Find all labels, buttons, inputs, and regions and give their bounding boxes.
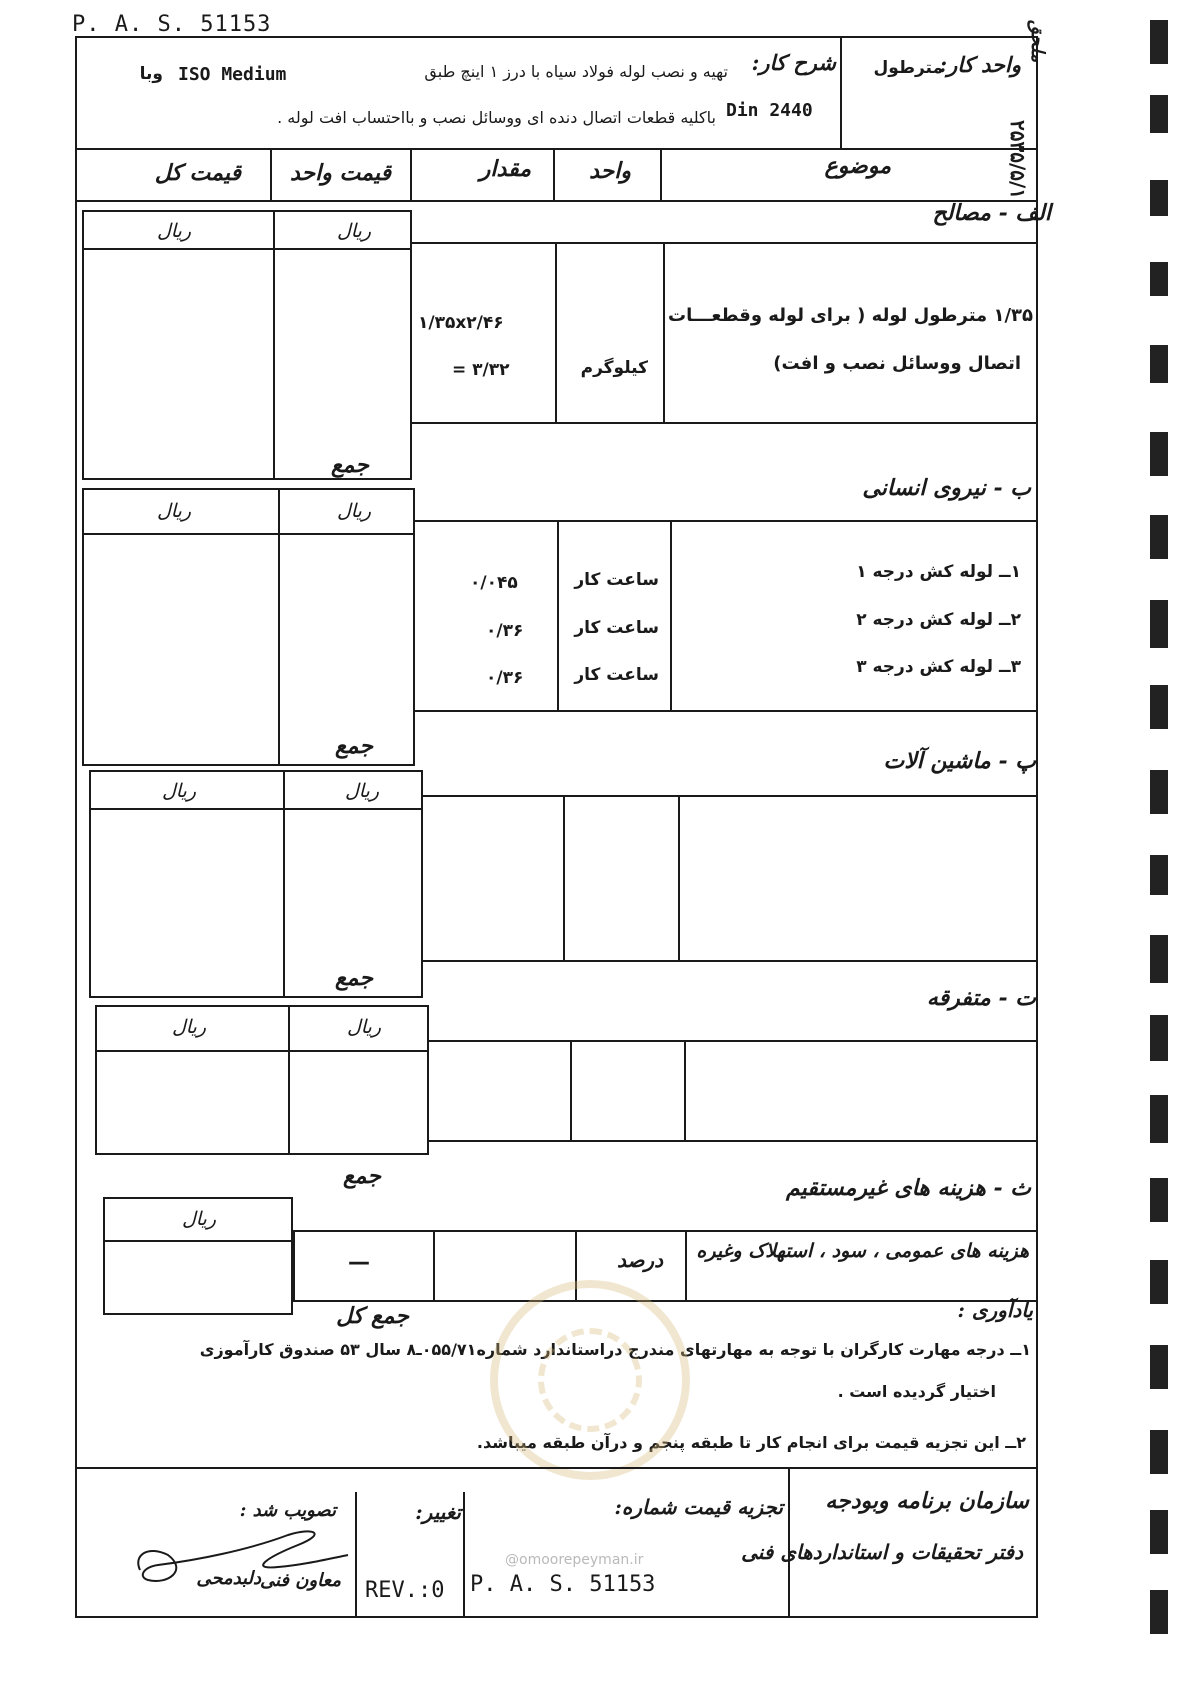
description-line-1: تهیه و نصب لوله فولاد سیاه با درز ۱ اینچ طبق (424, 62, 728, 81)
section-b-title: ب - نیروی انسانی (862, 475, 1031, 501)
section-b-item-3-unit: ساعت کار (574, 665, 659, 685)
section-b-item-3-label: ۳ــ لوله کش درجه ۳ (856, 657, 1021, 677)
section-t-sum-label: جمع (342, 1163, 381, 1189)
approved-label: تصویب شد : (239, 1500, 336, 1521)
org-line-2: دفتر تحقیقات و استانداردهای فنی (741, 1540, 1023, 1564)
binder-mark (1150, 770, 1168, 814)
column-subject: موضوع (824, 153, 891, 179)
section-b-rial-unit: ریال (336, 500, 371, 522)
note-2: ۲ــ این تجزیه قیمت برای انجام کار تا طبقه پنجم و درآن طبقه میباشد. (476, 1433, 1026, 1452)
binder-mark (1150, 262, 1168, 296)
binder-mark (1150, 855, 1168, 895)
grand-total-label: جمع کل (336, 1303, 409, 1329)
binder-mark (1150, 1510, 1168, 1554)
section-sh-unit: درصد (616, 1248, 663, 1272)
document-code-top: P. A. S. 51153 (72, 12, 272, 37)
org-line-1: سازمان برنامه وبودجه (825, 1488, 1029, 1514)
section-b-item-2-unit: ساعت کار (574, 618, 659, 638)
binder-mark (1150, 685, 1168, 729)
section-sh-rial: ریال (181, 1208, 216, 1230)
change-label: تغییر: (415, 1500, 461, 1524)
section-b-rial-total: ریال (156, 500, 191, 522)
description-and: وبا (139, 64, 163, 84)
section-t-title: ت - متفرقه (926, 985, 1036, 1011)
section-a-sum-label: جمع (330, 452, 369, 478)
unit-value: مترطول (873, 58, 943, 78)
column-unit: واحد (589, 158, 631, 184)
binder-mark (1150, 20, 1168, 64)
binder-mark (1150, 1178, 1168, 1222)
section-sh-title: ث - هزینه های غیرمستقیم (785, 1175, 1031, 1201)
section-b-price-box (82, 488, 415, 766)
binder-mark (1150, 1345, 1168, 1389)
section-a-title: الف - مصالح (932, 200, 1051, 226)
column-total-price: قیمت کل (154, 160, 241, 186)
section-a-rial-unit: ریال (336, 220, 371, 242)
column-quantity: مقدار (479, 156, 531, 182)
section-p-title: پ - ماشین آلات (883, 748, 1036, 774)
section-a-quantity-line-1: ۱/۳۵x۲/۴۶ (418, 313, 504, 333)
binder-mark (1150, 515, 1168, 559)
description-din: Din 2440 (726, 100, 813, 121)
section-sh-item: هزینه های عمومی ، سود ، استهلاک وغیره (696, 1240, 1029, 1262)
binder-mark (1150, 1260, 1168, 1304)
section-a-quantity-line-2: = ۳/۳۲ (452, 360, 510, 380)
revision: REV.:0 (365, 1578, 445, 1603)
description-spec: ISO Medium (178, 64, 287, 85)
section-p-rial-unit: ریال (344, 780, 379, 802)
signature (128, 1515, 358, 1595)
section-t-rial-unit: ریال (346, 1016, 381, 1038)
description-line-2: باکلیه قطعات اتصال دنده ای ووسائل نصب و بااحتساب افت لوله . (277, 108, 716, 127)
analysis-number-label: تجزیه قیمت شماره: (614, 1495, 783, 1519)
section-a-rial-total: ریال (156, 220, 191, 242)
section-p-price-box (89, 770, 423, 998)
section-b-item-3-quantity: ۰/۳۶ (486, 668, 524, 688)
watermark-seal (490, 1280, 690, 1480)
binder-mark (1150, 1015, 1168, 1061)
section-b-item-1-quantity: ۰/۰۴۵ (470, 573, 518, 593)
description-label: شرح کار: (751, 50, 836, 75)
section-b-item-2-label: ۲ــ لوله کش درجه ۲ (856, 610, 1021, 630)
deputy-name: دلبدمحی (196, 1568, 261, 1589)
side-label: ملحق (1027, 20, 1048, 63)
section-b-item-1-unit: ساعت کار (574, 570, 659, 590)
analysis-number: P. A. S. 51153 (470, 1572, 656, 1597)
binder-mark (1150, 180, 1168, 216)
notes-title: یادآوری : (957, 1298, 1033, 1322)
section-b-item-2-quantity: ۰/۳۶ (486, 621, 524, 641)
binder-mark (1150, 1590, 1168, 1634)
section-a-price-box (82, 210, 412, 480)
section-b-item-1-label: ۱ــ لوله کش درجه ۱ (856, 562, 1021, 582)
section-a-unit: کیلوگرم (580, 358, 648, 378)
binder-mark (1150, 345, 1168, 383)
section-a-item-line-1: ۱/۳۵ مترطول لوله ( برای لوله وقطعـــات (668, 305, 1033, 326)
binder-mark (1150, 95, 1168, 133)
section-p-sum-label: جمع (334, 965, 373, 991)
note-1-line-1: ۱ــ درجه مهارت کارگران با توجه به مهارتهای مندرج دراستاندارد شماره۰۵۵/۷۱ـ۸ سال ۵۳ صندوق کارآموزی (199, 1340, 1031, 1359)
section-a-item-line-2: اتصال ووسائل نصب و افت) (773, 353, 1021, 374)
binder-mark (1150, 600, 1168, 648)
binder-mark (1150, 1430, 1168, 1474)
section-b-sum-label: جمع (334, 733, 373, 759)
binder-mark (1150, 432, 1168, 476)
deputy-label: معاون فنی (259, 1570, 341, 1591)
note-1-line-2: اختیار گردیده است . (837, 1382, 996, 1401)
side-date: ۲۵۳۵/۵/۱ (1006, 120, 1030, 200)
binder-mark (1150, 935, 1168, 983)
column-unit-price: قیمت واحد (289, 160, 391, 186)
watermark-url: @omoorepeyman.ir (505, 1552, 644, 1568)
binder-mark (1150, 1095, 1168, 1143)
section-t-rial-total: ریال (171, 1016, 206, 1038)
unit-label: واحد کار: (939, 52, 1021, 77)
section-p-rial-total: ریال (161, 780, 196, 802)
section-sh-dash: — (348, 1250, 370, 1275)
